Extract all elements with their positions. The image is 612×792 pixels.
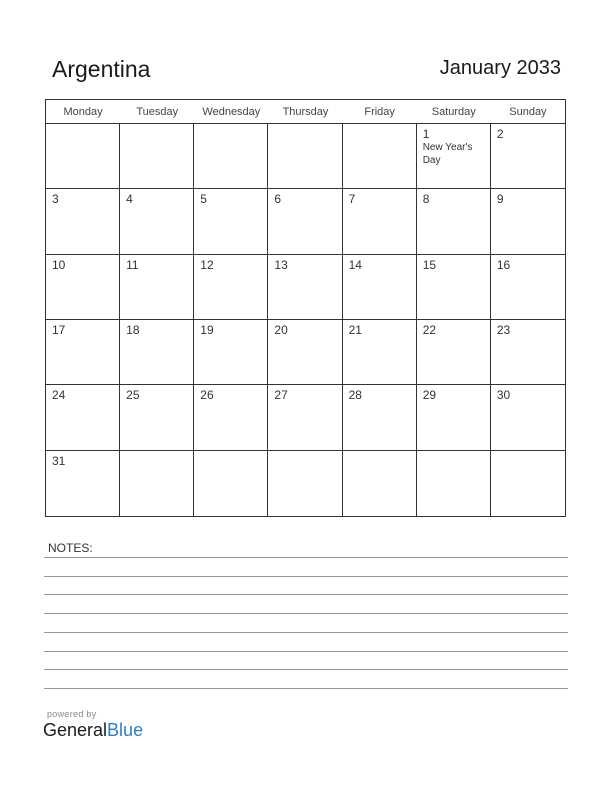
- note-line: [44, 688, 568, 689]
- day-number: 5: [200, 192, 207, 207]
- day-cell: [491, 385, 565, 450]
- day-cell: [343, 255, 417, 320]
- weekday-header: Monday: [63, 106, 103, 118]
- day-number: 7: [348, 192, 356, 207]
- day-cell: [120, 385, 194, 450]
- day-number: 3: [52, 192, 59, 207]
- day-number: 19: [200, 323, 214, 337]
- day-cell: [417, 124, 491, 189]
- day-cell: [491, 124, 565, 189]
- powered-by-text: powered by: [47, 709, 97, 719]
- brand-logo: [43, 720, 143, 741]
- day-cell: [268, 189, 342, 254]
- day-number: 31: [52, 453, 66, 468]
- note-line: [44, 576, 568, 577]
- weekday-header: Wednesday: [202, 106, 261, 118]
- day-cell: [46, 189, 120, 254]
- day-number: 24: [52, 388, 66, 403]
- day-cell: [46, 124, 120, 189]
- day-number: 13: [274, 257, 288, 272]
- day-cell: [268, 320, 342, 385]
- day-cell: [417, 320, 491, 385]
- day-grid: [46, 124, 565, 516]
- day-cell: [491, 255, 565, 320]
- day-cell: [417, 255, 491, 320]
- day-number: 2: [496, 127, 504, 141]
- day-cell: [343, 124, 417, 189]
- note-line: [44, 669, 568, 670]
- note-line: [44, 557, 568, 558]
- day-number: 4: [126, 192, 133, 207]
- day-cell: [46, 320, 120, 385]
- day-number: 30: [496, 388, 511, 403]
- day-cell: [46, 255, 120, 320]
- day-cell: [268, 451, 342, 516]
- holiday-label: New Year's Day: [422, 142, 473, 166]
- day-number: 29: [422, 388, 437, 403]
- notes-label: NOTES:: [48, 541, 93, 555]
- brand-blue: Blue: [107, 720, 144, 740]
- day-cell: [417, 189, 491, 254]
- note-line: [44, 613, 568, 614]
- day-number: 25: [126, 388, 140, 403]
- day-number: 28: [348, 388, 362, 403]
- day-cell: [268, 255, 342, 320]
- month-year-title: January 2033: [439, 57, 561, 79]
- weekday-header: Sunday: [509, 106, 547, 118]
- day-cell: [491, 451, 565, 516]
- day-number: 15: [422, 257, 437, 272]
- day-number: 8: [422, 192, 430, 207]
- day-cell: [194, 320, 268, 385]
- day-number: 21: [348, 323, 362, 337]
- day-cell: [417, 451, 491, 516]
- weekday-header-row: [46, 100, 565, 124]
- day-cell: [343, 320, 417, 385]
- day-number: 14: [348, 257, 362, 272]
- day-number: 18: [126, 323, 140, 337]
- calendar-grid: [45, 99, 566, 517]
- day-cell: [120, 255, 194, 320]
- day-number: 6: [274, 192, 282, 207]
- day-cell: [417, 385, 491, 450]
- weekday-header: Thursday: [282, 106, 329, 118]
- day-number: 9: [496, 192, 504, 207]
- note-line: [44, 594, 568, 595]
- day-cell: [194, 385, 268, 450]
- day-cell: [343, 189, 417, 254]
- day-number: 1: [422, 127, 430, 141]
- day-cell: [343, 385, 417, 450]
- day-number: 20: [274, 323, 288, 337]
- day-number: 16: [496, 257, 511, 272]
- day-number: 17: [52, 323, 66, 337]
- day-number: 11: [126, 257, 139, 272]
- day-cell: [268, 124, 342, 189]
- day-cell: [120, 124, 194, 189]
- day-cell: [268, 385, 342, 450]
- day-cell: [46, 385, 120, 450]
- country-title: Argentina: [52, 56, 151, 82]
- day-cell: [491, 189, 565, 254]
- weekday-header: Tuesday: [136, 106, 179, 118]
- day-cell: [194, 124, 268, 189]
- note-line: [44, 632, 568, 633]
- brand-general: General: [43, 720, 108, 740]
- day-cell: [194, 255, 268, 320]
- day-number: 26: [200, 388, 214, 403]
- day-number: 22: [422, 323, 437, 337]
- day-cell: [343, 451, 417, 516]
- day-cell: [120, 451, 194, 516]
- day-number: 27: [274, 388, 288, 403]
- weekday-header: Saturday: [431, 106, 476, 118]
- day-cell: [46, 451, 120, 516]
- note-line: [44, 651, 568, 652]
- day-cell: [120, 189, 194, 254]
- day-cell: [491, 320, 565, 385]
- day-cell: [194, 451, 268, 516]
- day-number: 23: [496, 323, 511, 337]
- day-cell: [120, 320, 194, 385]
- weekday-header: Friday: [364, 106, 395, 118]
- day-number: 10: [52, 257, 66, 272]
- day-number: 12: [200, 257, 214, 272]
- day-cell: [194, 189, 268, 254]
